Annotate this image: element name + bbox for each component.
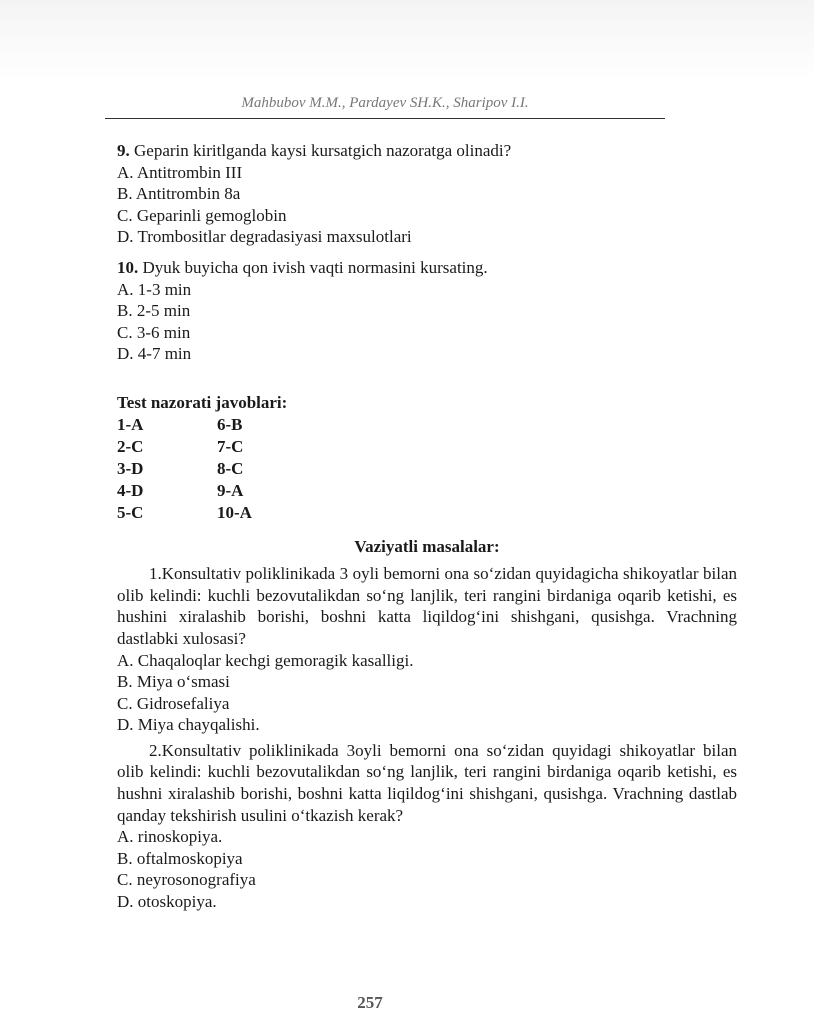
case-1 (117, 563, 737, 736)
option: D. Miya chayqalishi. (117, 715, 260, 735)
question-text (117, 140, 737, 162)
page-number: 257 (357, 993, 383, 1012)
cases-title: Vaziyatli masalalar: (354, 536, 500, 556)
question-10 (117, 257, 737, 365)
option: C. Geparinli gemoglobin (117, 205, 287, 225)
case-2 (117, 740, 737, 913)
option: A. Chaqaloqlar kechgi gemoragik kasalligi. (117, 650, 414, 670)
answer: 4-D (117, 480, 144, 500)
option: D. 4-7 min (117, 344, 192, 364)
question-9 (117, 140, 737, 248)
answer: 3-D (117, 458, 144, 478)
page-content (117, 140, 737, 913)
question-body: Dyuk buyicha qon ivish vaqti normasini kursating. (138, 257, 488, 277)
option: C. neyrosonografiya (117, 870, 256, 890)
answer: 10-A (217, 502, 252, 522)
scan-shade (0, 0, 814, 80)
option: A. 1-3 min (117, 279, 192, 299)
question-text (117, 257, 737, 279)
answers-grid (117, 414, 737, 524)
answer: 5-C (117, 502, 144, 522)
answer: 2-C (117, 436, 144, 456)
option: D. Trombositlar degradasiyasi maxsulotlari (117, 227, 412, 247)
option: C. Gidrosefaliya (117, 693, 230, 713)
option: B. Antitrombin 8a (117, 184, 241, 204)
option: A. Antitrombin III (117, 162, 243, 182)
case-text: 2.Konsultativ poliklinikada 3oyli bemorni ona so‘zidan quyidagi shikoyatlar bilan olib kelindi: kuchli bezovutalikdan so‘ng lanjlik, teri rangini birdaniga oqarib ketishi, es hushni xiralashib borishi, boshni katta liqildog‘ini shishgani, qusishga. Vrachning dastlab qanday tekshirish usulini o‘tkazish kerak? (117, 740, 737, 825)
option: B. Miya o‘smasi (117, 672, 230, 692)
answer: 8-C (217, 458, 244, 478)
answer: 9-A (217, 480, 244, 500)
question-number: 10. (117, 257, 139, 277)
running-header: Mahbubov M.M., Pardayev SH.K., Sharipov I.I. (241, 95, 529, 111)
question-body: Geparin kiritlganda kaysi kursatgich nazoratga olinadi? (129, 141, 512, 160)
answer: 7-C (217, 436, 244, 456)
option: C. 3-6 min (117, 322, 191, 342)
answer: 1-A (117, 414, 144, 434)
option: D. otoskopiya. (117, 892, 217, 912)
case-text: 1.Konsultativ poliklinikada 3 oyli bemorni ona so‘zidan quyidagicha shikoyatlar bilan olib kelindi: kuchli bezovutalikdan so‘ng lanjlik, teri rangini birdaniga oqarib ketishi, es hushini xiralashib borishi, boshni katta liqildog‘ini shishgani, qusishga. Vrachning dastlabki xulosasi? (117, 564, 737, 648)
option: B. oftalmoskopiya (117, 848, 243, 868)
option: B. 2-5 min (117, 301, 191, 321)
option: A. rinoskopiya. (117, 827, 223, 847)
answer: 6-B (217, 414, 243, 434)
answers-title: Test nazorati javoblari: (117, 392, 288, 412)
header-rule (105, 118, 665, 119)
question-number: 9. (117, 141, 130, 160)
